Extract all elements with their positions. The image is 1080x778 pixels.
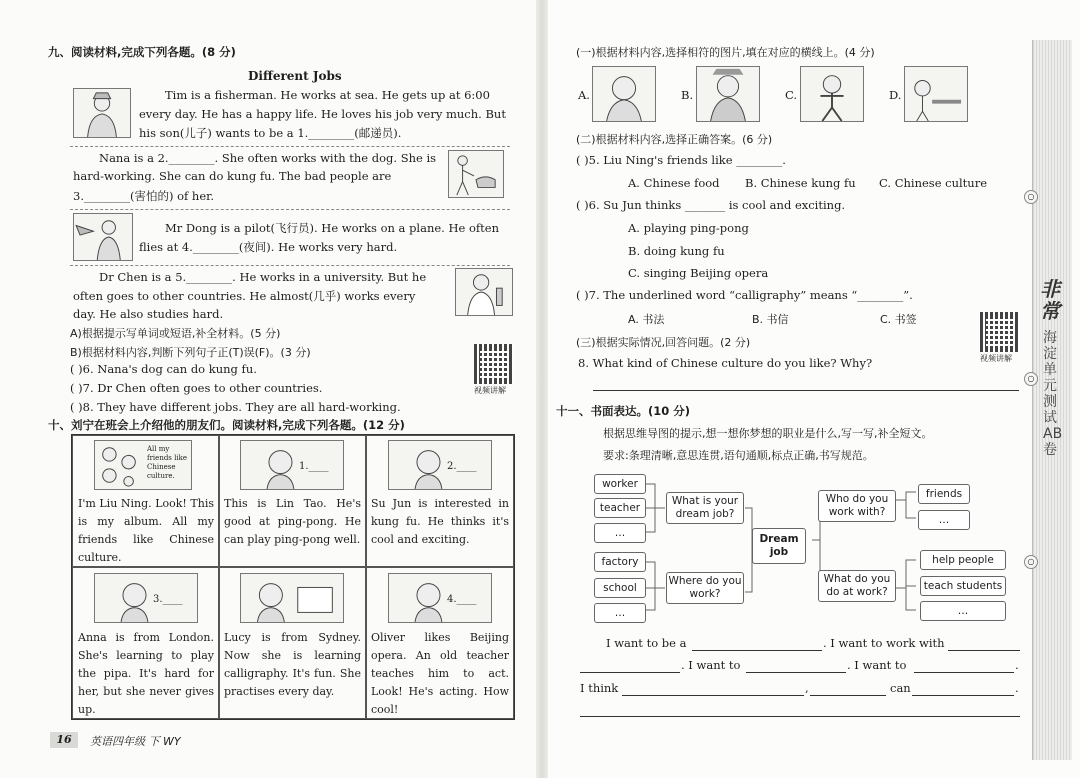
p1-line2: every day. He has a happy life. He loves his job very much. But	[139, 107, 506, 121]
qr-code[interactable]	[474, 344, 514, 384]
blank-line[interactable]	[580, 716, 1020, 717]
divider	[70, 265, 510, 266]
tf-7: ( )7. Dr Chen often goes to other countries.	[70, 381, 323, 395]
mm-dots-3: …	[918, 510, 970, 530]
divider	[70, 209, 510, 210]
police-dog-picture	[448, 150, 504, 198]
q7-option-c: C. 书签	[880, 313, 917, 326]
section-11-title: 十一、书面表达。(10 分)	[556, 404, 691, 418]
oliver-picture	[388, 573, 492, 623]
question-a: A)根据提示写单词或短语,补全材料。(5 分)	[70, 327, 281, 340]
album-picture	[94, 440, 192, 490]
p3-line1: Mr Dong is a pilot(飞行员). He works on a plane. He often	[165, 221, 499, 235]
blank-line[interactable]	[914, 672, 1014, 673]
option-b-picture	[696, 66, 760, 122]
blank-line[interactable]	[622, 695, 804, 696]
p2-line3: 3.________(害怕的) of her.	[73, 189, 215, 203]
option-d-label: D.	[889, 88, 902, 102]
mm-dots-2: …	[594, 603, 646, 623]
q5-option-a: A. Chinese food	[628, 176, 720, 190]
option-c-label: C.	[785, 88, 798, 102]
margin-circle: ○	[1024, 372, 1038, 386]
blank-3: 3.____	[153, 594, 183, 605]
lucy-text: Lucy is from Sydney. Now she is learning calligraphy. It's fun. She practises every day.	[224, 631, 361, 698]
mm-dots-1: …	[594, 523, 646, 543]
writing-line-2a: . I want to	[681, 658, 741, 672]
period: .	[1015, 658, 1019, 672]
doctor-picture	[455, 268, 513, 316]
p1-line3: his son(儿子) wants to be a 1.________(邮递员).	[139, 126, 402, 140]
pilot-picture	[73, 213, 133, 261]
mm-dream-question: What is your dream job?	[666, 492, 744, 524]
option-c-picture	[800, 66, 864, 122]
mm-dots-4: …	[920, 601, 1006, 621]
writing-line-3b: ,	[805, 681, 809, 695]
divider	[70, 146, 510, 147]
margin-circle: ○	[1024, 190, 1038, 204]
mm-worker: worker	[594, 474, 646, 494]
mm-where-question: Where do you work?	[666, 572, 744, 604]
q5-option-b: B. Chinese kung fu	[745, 176, 856, 190]
writing-line-1b: . I want to work with	[823, 636, 945, 650]
mm-school: school	[594, 578, 646, 598]
writing-requirement: 要求:条理清晰,意思连贯,语句通顺,标点正确,书写规范。	[603, 449, 874, 462]
liu-ning-text: I'm Liu Ning. Look! This is my album. All my friends like Chinese culture.	[78, 497, 214, 564]
oliver-text: Oliver likes Beijing opera. An old teacher teaches him to act. Look! He's acting. How cool!	[371, 631, 509, 716]
question-7: ( )7. The underlined word “calligraphy” means “________”.	[576, 288, 913, 302]
mm-help-people: help people	[920, 550, 1006, 570]
period: .	[1015, 681, 1019, 695]
tf-8: ( )8. They have different jobs. They are all hard-working.	[70, 400, 401, 414]
mm-who-question: Who do you work with?	[818, 490, 896, 522]
writing-line-3c: can	[890, 681, 911, 695]
q6-option-c: C. singing Beijing opera	[628, 266, 769, 280]
page-number: 16	[50, 732, 78, 748]
p3-line2: flies at 4.________(夜间). He works very hard.	[139, 240, 398, 254]
option-a-picture	[592, 66, 656, 122]
mm-center-dream-job: Dream job	[752, 528, 806, 564]
fisherman-picture	[73, 88, 131, 138]
anna-picture	[94, 573, 198, 623]
lucy-picture	[240, 573, 344, 623]
su-jun-picture	[388, 440, 492, 490]
mm-what-question: What do you do at work?	[818, 570, 896, 602]
tf-6: ( )6. Nana's dog can do kung fu.	[70, 362, 257, 376]
p4-line3: day. He also studies hard.	[73, 307, 224, 321]
footer-text: 英语四年级 下 WY	[90, 735, 181, 748]
part-1-title: (一)根据材料内容,选择相符的图片,填在对应的横线上。(4 分)	[576, 46, 875, 59]
blank-line[interactable]	[692, 650, 822, 651]
p1-line1: Tim is a fisherman. He works at sea. He gets up at 6:00	[165, 88, 490, 102]
question-6: ( )6. Su Jun thinks _______ is cool and exciting.	[576, 198, 846, 212]
album-caption: All my friends like Chinese culture.	[147, 445, 187, 480]
qr-code[interactable]	[980, 312, 1020, 352]
passage-title: Different Jobs	[248, 69, 342, 83]
q7-option-b: B. 书信	[752, 313, 789, 326]
writing-instruction: 根据思维导图的提示,想一想你梦想的职业是什么,写一写,补全短文。	[603, 427, 933, 440]
q6-option-b: B. doing kung fu	[628, 244, 725, 258]
blank-line[interactable]	[948, 650, 1020, 651]
p4-line1: Dr Chen is a 5.________. He works in a university. But he	[99, 270, 427, 284]
q5-option-c: C. Chinese culture	[879, 176, 988, 190]
blank-line[interactable]	[746, 672, 846, 673]
qr-label: 视频讲解	[980, 354, 1012, 363]
part-2-title: (二)根据材料内容,选择正确答案。(6 分)	[576, 133, 773, 146]
anna-text: Anna is from London. She's learning to play the pipa. It's hard for her, but she never gives up.	[78, 631, 214, 716]
blank-4: 4.____	[447, 594, 477, 605]
q6-option-a: A. playing ping-pong	[628, 221, 749, 235]
option-d-picture	[904, 66, 968, 122]
section-9-title: 九、阅读材料,完成下列各题。(8 分)	[48, 45, 236, 59]
lin-tao-text: This is Lin Tao. He's good at ping-pong. He can play ping-pong well.	[224, 497, 361, 546]
qr-label: 视频讲解	[474, 386, 506, 395]
blank-line[interactable]	[810, 695, 886, 696]
mm-factory: factory	[594, 552, 646, 572]
su-jun-text: Su Jun is interested in kung fu. He thinks it's cool and exciting.	[371, 497, 509, 546]
q7-option-a: A. 书法	[628, 313, 665, 326]
lin-tao-picture	[240, 440, 344, 490]
p2-line2: hard-working. She can do kung fu. The bad people are	[73, 169, 392, 183]
question-b: B)根据材料内容,判断下列句子正(T)误(F)。(3 分)	[70, 346, 311, 359]
question-5: ( )5. Liu Ning's friends like ________.	[576, 153, 786, 167]
option-a-label: A.	[578, 88, 590, 102]
margin-circle: ○	[1024, 555, 1038, 569]
writing-line-3a: I think	[580, 681, 619, 695]
writing-line-1a: I want to be a	[606, 636, 687, 650]
mm-friends: friends	[918, 484, 970, 504]
blank-line[interactable]	[912, 695, 1014, 696]
answer-line[interactable]	[593, 390, 1019, 391]
book-gutter	[536, 0, 548, 778]
part-3-title: (三)根据实际情况,回答问题。(2 分)	[576, 336, 751, 349]
blank-line[interactable]	[580, 672, 680, 673]
section-10-title: 十、刘宁在班会上介绍他的朋友们。阅读材料,完成下列各题。(12 分)	[48, 418, 405, 432]
blank-1: 1.____	[299, 461, 329, 472]
writing-line-2b: . I want to	[847, 658, 907, 672]
p4-line2: often goes to other countries. He almost(几乎) works every	[73, 289, 416, 303]
blank-2: 2.____	[447, 461, 477, 472]
side-title: 海淀单元测试AB卷	[1043, 330, 1063, 458]
question-8: 8. What kind of Chinese culture do you like? Why?	[578, 356, 873, 370]
mm-teach-students: teach students	[920, 576, 1006, 596]
option-b-label: B.	[681, 88, 694, 102]
friends-grid	[71, 434, 515, 720]
p2-line1: Nana is a 2.________. She often works with the dog. She is	[99, 151, 437, 165]
side-brand: 非常	[1040, 277, 1060, 323]
mm-teacher: teacher	[594, 498, 646, 518]
